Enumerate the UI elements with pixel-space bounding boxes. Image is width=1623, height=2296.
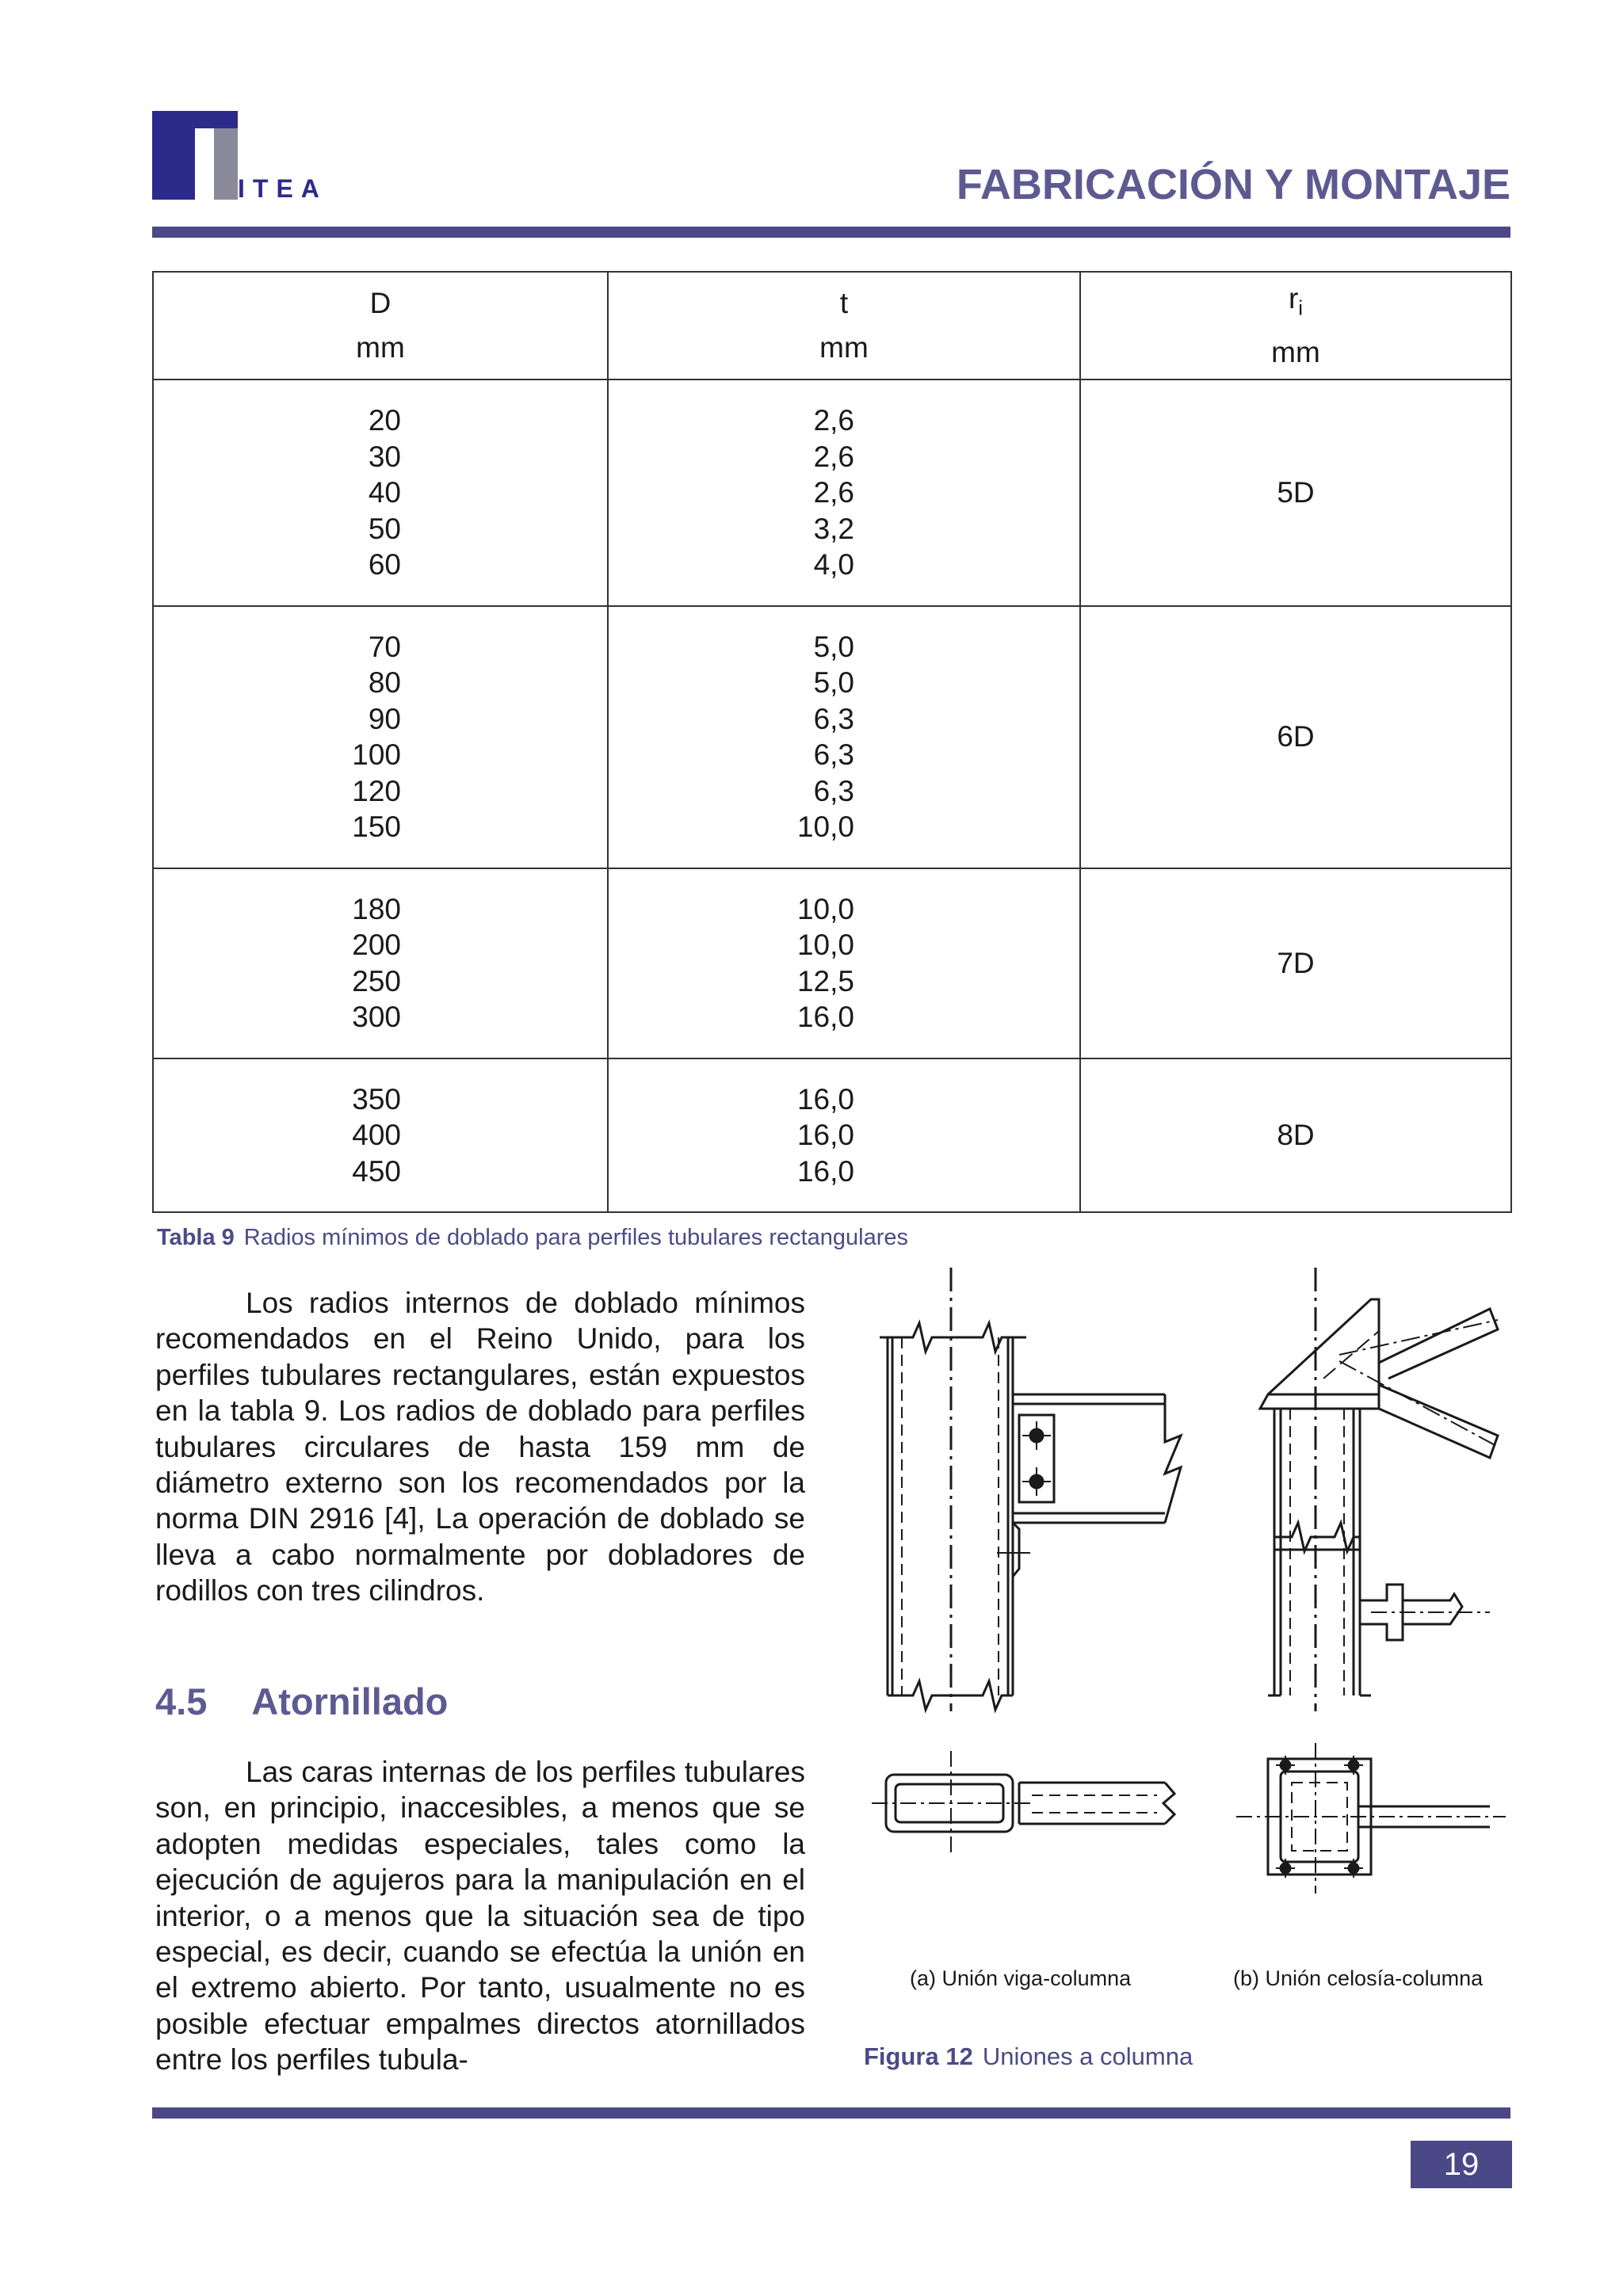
truss-column-plan xyxy=(1236,1743,1506,1894)
t-value: 3,2 xyxy=(813,512,854,545)
t-value: 6,3 xyxy=(813,738,854,771)
t-value: 16,0 xyxy=(796,1154,854,1188)
d-value: 150 xyxy=(352,810,401,843)
cell-d xyxy=(153,868,608,1058)
figure-column-joints xyxy=(864,1268,1514,1957)
t-value: 2,6 xyxy=(813,476,854,509)
t-value: 16,0 xyxy=(796,1119,854,1151)
header-d: D mm xyxy=(153,272,608,379)
section-heading: 4.5 Atornillado xyxy=(155,1680,449,1722)
t-value: 12,5 xyxy=(796,964,854,997)
cell-t xyxy=(608,868,1080,1058)
t-value: 6,3 xyxy=(813,774,854,807)
d-value: 350 xyxy=(352,1082,401,1116)
d-value: 40 xyxy=(368,476,401,509)
d-value: 250 xyxy=(352,964,401,997)
table-caption: Tabla 9 Radios mínimos de doblado para perfiles tubulares rectangulares xyxy=(157,1225,909,1250)
cell-t xyxy=(608,379,1080,606)
cell-t xyxy=(608,1058,1080,1213)
t-value: 16,0 xyxy=(796,1082,854,1116)
d-value: 400 xyxy=(352,1119,401,1151)
footer-rule xyxy=(152,2107,1510,2119)
table-row xyxy=(153,606,1511,868)
subcaption-b: (b) Unión celosía-columna xyxy=(1233,1966,1484,1990)
logo-text: ITEA xyxy=(238,174,327,203)
page-header-title: FABRICACIÓN Y MONTAJE xyxy=(956,161,1510,208)
subcaption-a: (a) Unión viga-columna xyxy=(910,1966,1132,1990)
t-value: 5,0 xyxy=(813,666,854,699)
d-value: 50 xyxy=(368,512,401,545)
t-value: 2,6 xyxy=(813,440,854,473)
page-number: 19 xyxy=(1411,2141,1512,2188)
t-value: 6,3 xyxy=(813,702,854,735)
d-value: 120 xyxy=(352,774,401,807)
d-value: 20 xyxy=(368,404,401,437)
cell-t xyxy=(608,606,1080,868)
bending-radii-table xyxy=(152,271,1512,1213)
header-ri: $r_i$ mm xyxy=(1080,272,1511,379)
cell-d xyxy=(153,1058,608,1213)
table-row xyxy=(153,1058,1511,1213)
d-value: 180 xyxy=(352,892,401,925)
d-value: 60 xyxy=(368,548,401,581)
beam-column-plan xyxy=(872,1751,1174,1854)
t-value: 5,0 xyxy=(813,630,854,663)
header-rule xyxy=(152,227,1510,238)
d-value: 70 xyxy=(368,630,401,663)
table-row xyxy=(153,379,1511,606)
t-value: 16,0 xyxy=(796,1001,854,1033)
d-value: 200 xyxy=(352,929,401,961)
t-value: 10,0 xyxy=(796,892,854,925)
d-value: 30 xyxy=(368,440,401,473)
cell-d xyxy=(153,606,608,868)
cell-ri: 7D xyxy=(1080,868,1511,1058)
d-value: 80 xyxy=(368,666,401,699)
d-value: 450 xyxy=(352,1154,401,1188)
figure-caption: Figura 12 Uniones a columna xyxy=(864,2042,1193,2070)
truss-column-elevation xyxy=(1260,1268,1498,1711)
cell-d xyxy=(153,379,608,606)
cell-ri: 8D xyxy=(1080,1058,1511,1213)
t-value: 10,0 xyxy=(796,810,854,843)
header-t: t mm xyxy=(608,272,1080,379)
cell-ri: 6D xyxy=(1080,606,1511,868)
joint-drawings xyxy=(864,1268,1514,1957)
t-value: 2,6 xyxy=(813,404,854,437)
table-row xyxy=(153,868,1511,1058)
d-value: 90 xyxy=(368,702,401,735)
table-header-row xyxy=(153,272,1511,379)
t-value: 10,0 xyxy=(796,929,854,961)
cell-ri: 5D xyxy=(1080,379,1511,606)
t-value: 4,0 xyxy=(813,548,854,581)
paragraph-bending: Los radios internos de doblado mínimos recomendados en el Reino Unido, para los perfiles tubulares rectangulares, están expuestos en la tabla 9. Los radios de doblado para perfiles tubulares circulares de hasta 159 mm de diámetro externo son los recomendados por la norma DIN 2916 [4], La operación de doblado se lleva a cabo normalmente por dobladores de rodillos con tres cilindros. xyxy=(155,1287,805,1608)
d-value: 300 xyxy=(352,1001,401,1033)
beam-column-elevation xyxy=(880,1268,1181,1711)
paragraph-bolting: Las caras internas de los perfiles tubulares son, en principio, inaccesibles, a menos que se adopten medidas especiales, tales como la ejecución de agujeros para la manipulación en el interior, o a menos que la situación sea de tipo especial, es decir, cuando se efectúa la unión en el extremo abierto. Por tanto, usualmente no es posible efectuar empalmes directos atornillados entre los perfiles tubula- xyxy=(155,1756,805,2077)
d-value: 100 xyxy=(352,738,401,771)
